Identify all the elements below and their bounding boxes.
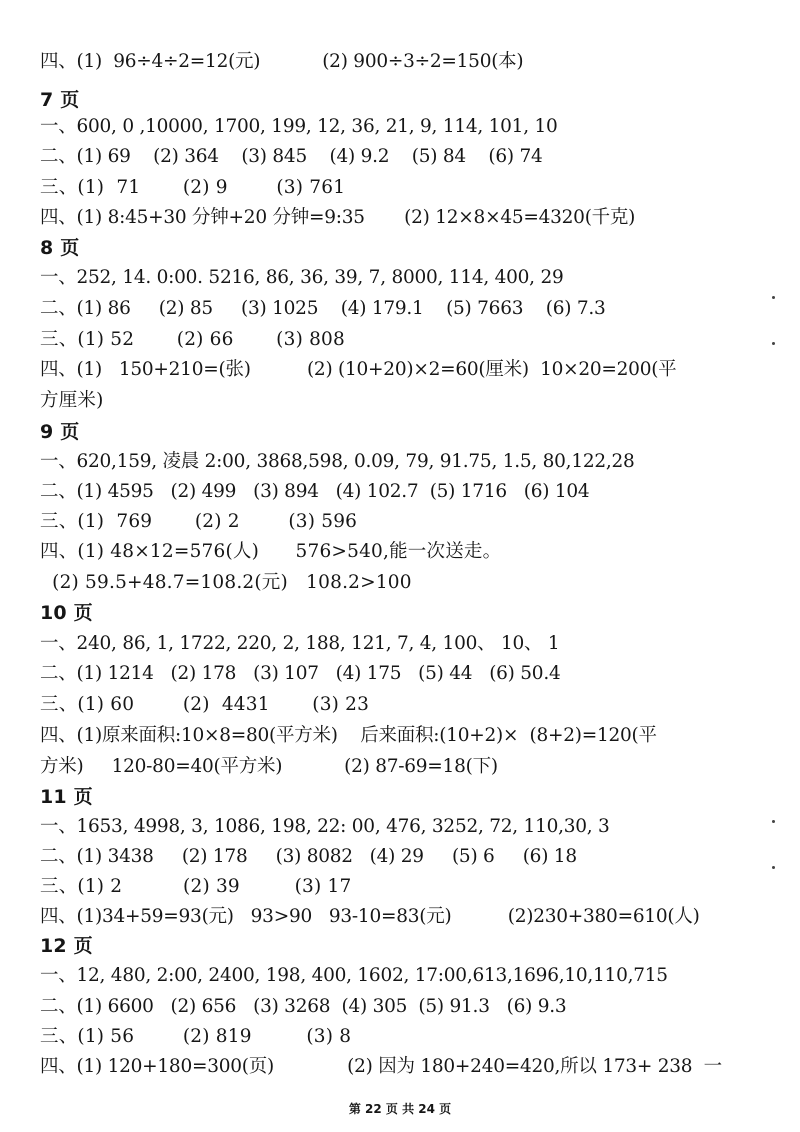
text-line: (2) 59.5+48.7=108.2(元) 108.2>100 xyxy=(40,572,412,593)
scan-speck xyxy=(772,820,775,823)
text-line: 四、(1) 96÷4÷2=12(元) (2) 900÷3÷2=150(本) xyxy=(40,51,524,72)
text-line: 三、(1) 52 (2) 66 (3) 808 xyxy=(40,329,345,350)
text-line: 二、(1) 3438 (2) 178 (3) 8082 (4) 29 (5) 6 (6) 18 xyxy=(40,846,577,867)
section-heading: 10 页 xyxy=(40,602,93,624)
text-line: 方米) 120-80=40(平方米) (2) 87-69=18(下) xyxy=(40,756,498,777)
scan-speck xyxy=(772,296,775,299)
text-line: 四、(1) 120+180=300(页) (2) 因为 180+240=420,所以 173+ 238 一 xyxy=(40,1056,722,1077)
scan-speck xyxy=(772,342,775,345)
scan-speck xyxy=(772,866,775,869)
text-line: 一、252, 14. 0:00. 5216, 86, 36, 39, 7, 8000, 114, 400, 29 xyxy=(40,267,564,288)
section-heading: 9 页 xyxy=(40,421,80,443)
text-line: 四、(1)34+59=93(元) 93>90 93-10=83(元) (2)230+380=610(人) xyxy=(40,906,700,927)
text-line: 二、(1) 86 (2) 85 (3) 1025 (4) 179.1 (5) 7663 (6) 7.3 xyxy=(40,298,606,319)
text-line: 二、(1) 1214 (2) 178 (3) 107 (4) 175 (5) 44 (6) 50.4 xyxy=(40,663,561,684)
text-line: 一、620,159, 凌晨 2:00, 3868,598, 0.09, 79, 91.75, 1.5, 80,122,28 xyxy=(40,451,635,472)
text-line: 一、12, 480, 2:00, 2400, 198, 400, 1602, 17:00,613,1696,10,110,715 xyxy=(40,965,668,986)
text-line: 一、600, 0 ,10000, 1700, 199, 12, 36, 21, 9, 114, 101, 10 xyxy=(40,116,558,137)
section-heading: 11 页 xyxy=(40,786,93,808)
text-line: 四、(1) 48×12=576(人) 576>540,能一次送走。 xyxy=(40,541,502,562)
text-line: 一、240, 86, 1, 1722, 220, 2, 188, 121, 7, 4, 100、 10、 1 xyxy=(40,633,560,654)
text-line: 四、(1)原来面积:10×8=80(平方米) 后来面积:(10+2)× (8+2)=120(平 xyxy=(40,725,657,746)
page-footer: 第 22 页 共 24 页 xyxy=(348,1102,452,1116)
text-line: 二、(1) 69 (2) 364 (3) 845 (4) 9.2 (5) 84 (6) 74 xyxy=(40,146,543,167)
text-line: 三、(1) 60 (2) 4431 (3) 23 xyxy=(40,694,370,715)
text-line: 三、(1) 56 (2) 819 (3) 8 xyxy=(40,1026,352,1047)
text-line: 三、(1) 71 (2) 9 (3) 761 xyxy=(40,177,346,198)
text-line: 四、(1) 150+210=(张) (2) (10+20)×2=60(厘米) 10×20=200(平 xyxy=(40,359,677,380)
section-heading: 8 页 xyxy=(40,237,80,259)
text-line: 三、(1) 2 (2) 39 (3) 17 xyxy=(40,876,352,897)
section-heading: 7 页 xyxy=(40,89,80,111)
text-line: 二、(1) 6600 (2) 656 (3) 3268 (4) 305 (5) 91.3 (6) 9.3 xyxy=(40,996,567,1017)
text-line: 四、(1) 8:45+30 分钟+20 分钟=9:35 (2) 12×8×45=4320(千克) xyxy=(40,207,636,228)
text-line: 一、1653, 4998, 3, 1086, 198, 22: 00, 476, 3252, 72, 110,30, 3 xyxy=(40,816,610,837)
text-line: 二、(1) 4595 (2) 499 (3) 894 (4) 102.7 (5) 1716 (6) 104 xyxy=(40,481,590,502)
section-heading: 12 页 xyxy=(40,935,93,957)
text-line: 方厘米) xyxy=(40,390,104,411)
text-line: 三、(1) 769 (2) 2 (3) 596 xyxy=(40,511,358,532)
